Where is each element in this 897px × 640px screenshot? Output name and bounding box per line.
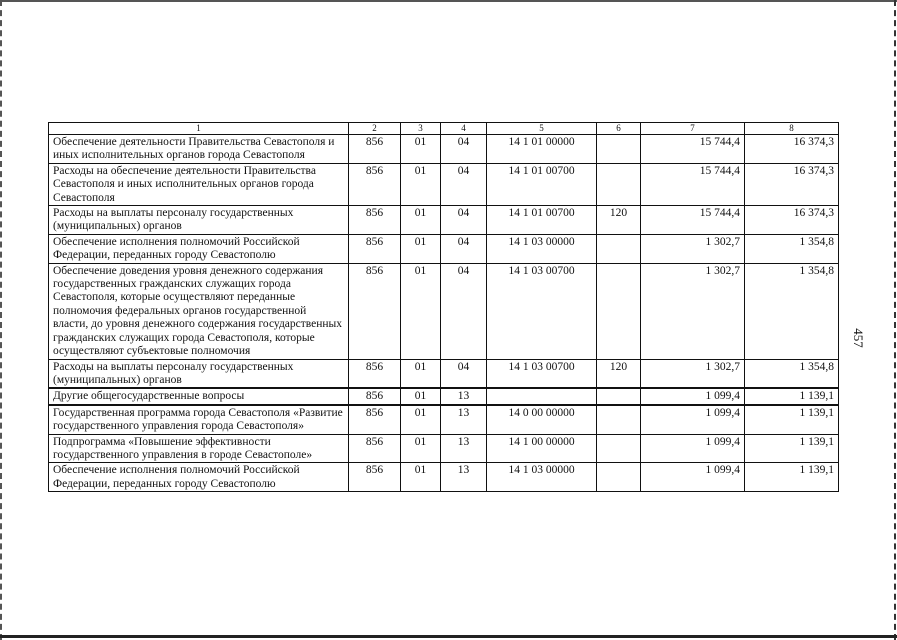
row-type: 120 (597, 206, 641, 235)
row-sum2: 16 374,3 (745, 135, 839, 164)
row-target: 14 1 01 00700 (487, 163, 597, 205)
row-sum1: 15 744,4 (641, 135, 745, 164)
row-code: 856 (349, 234, 401, 263)
table-row (49, 405, 839, 434)
row-name: Другие общегосударственные вопросы (49, 388, 349, 404)
header-row (49, 123, 839, 135)
row-sum2: 1 354,8 (745, 263, 839, 359)
row-target: 14 1 01 00700 (487, 206, 597, 235)
row-name: Обеспечение исполнения полномочий Российской Федерации, переданных городу Севастополю (49, 463, 349, 492)
row-name: Расходы на обеспечение деятельности Правительства Севастополя и иных исполнительных органов города Севастополя (49, 163, 349, 205)
row-type (597, 263, 641, 359)
row-sum2: 16 374,3 (745, 206, 839, 235)
row-type (597, 405, 641, 434)
table-row (49, 234, 839, 263)
row-sum2: 1 139,1 (745, 463, 839, 492)
row-subsection: 13 (441, 405, 487, 434)
row-type (597, 463, 641, 492)
row-section: 01 (401, 405, 441, 434)
row-sum1: 1 099,4 (641, 463, 745, 492)
table-row (49, 359, 839, 388)
col-header: 4 (441, 123, 487, 135)
row-code: 856 (349, 434, 401, 463)
row-name: Расходы на выплаты персоналу государственных (муниципальных) органов (49, 359, 349, 388)
row-sum2: 1 139,1 (745, 434, 839, 463)
row-code: 856 (349, 405, 401, 434)
row-subsection: 04 (441, 359, 487, 388)
table-row (49, 263, 839, 359)
scan-edge-right (894, 0, 896, 640)
row-code: 856 (349, 388, 401, 404)
row-sum2: 1 354,8 (745, 359, 839, 388)
col-header: 1 (49, 123, 349, 135)
row-target: 14 1 01 00000 (487, 135, 597, 164)
table-row (49, 163, 839, 205)
row-name: Обеспечение доведения уровня денежного содержания государственных гражданских служащих города Севастополя, которые осуществляют переданные полномочия федеральных органов государственной власти, до уровня денежного содержания государственных гражданских служащих города Севастополя, которые осуществляют субъектовые полномочия (49, 263, 349, 359)
row-section: 01 (401, 434, 441, 463)
row-type (597, 135, 641, 164)
col-header: 5 (487, 123, 597, 135)
table-row (49, 388, 839, 404)
table-row (49, 434, 839, 463)
table-row (49, 206, 839, 235)
row-sum1: 1 302,7 (641, 234, 745, 263)
row-section: 01 (401, 388, 441, 404)
row-subsection: 04 (441, 135, 487, 164)
row-section: 01 (401, 263, 441, 359)
row-subsection: 04 (441, 234, 487, 263)
row-section: 01 (401, 463, 441, 492)
row-sum2: 16 374,3 (745, 163, 839, 205)
budget-table (48, 122, 839, 492)
row-code: 856 (349, 206, 401, 235)
row-code: 856 (349, 163, 401, 205)
row-name: Государственная программа города Севастополя «Развитие государственного управления города Севастополя» (49, 405, 349, 434)
page-number: 457 (851, 328, 866, 348)
row-target: 14 1 03 00000 (487, 463, 597, 492)
row-code: 856 (349, 135, 401, 164)
row-section: 01 (401, 135, 441, 164)
row-section: 01 (401, 163, 441, 205)
row-name: Расходы на выплаты персоналу государственных (муниципальных) органов (49, 206, 349, 235)
row-code: 856 (349, 359, 401, 388)
row-section: 01 (401, 206, 441, 235)
row-type (597, 234, 641, 263)
row-sum2: 1 139,1 (745, 388, 839, 404)
col-header: 3 (401, 123, 441, 135)
row-sum2: 1 354,8 (745, 234, 839, 263)
row-sum1: 15 744,4 (641, 206, 745, 235)
row-type (597, 163, 641, 205)
row-sum1: 1 302,7 (641, 359, 745, 388)
row-name: Обеспечение деятельности Правительства Севастополя и иных исполнительных органов города Севастополя (49, 135, 349, 164)
row-sum2: 1 139,1 (745, 405, 839, 434)
row-type (597, 434, 641, 463)
scan-edge-left (0, 0, 2, 640)
table-row (49, 463, 839, 492)
row-subsection: 13 (441, 463, 487, 492)
row-code: 856 (349, 263, 401, 359)
row-target: 14 1 03 00700 (487, 359, 597, 388)
col-header: 2 (349, 123, 401, 135)
row-sum1: 1 099,4 (641, 405, 745, 434)
row-subsection: 04 (441, 163, 487, 205)
row-type (597, 388, 641, 404)
row-target: 14 0 00 00000 (487, 405, 597, 434)
row-sum1: 15 744,4 (641, 163, 745, 205)
col-header: 6 (597, 123, 641, 135)
row-target: 14 1 03 00000 (487, 234, 597, 263)
scan-edge-top (0, 0, 897, 2)
row-subsection: 04 (441, 206, 487, 235)
scan-edge-bottom (0, 635, 897, 638)
row-target (487, 388, 597, 404)
row-section: 01 (401, 359, 441, 388)
table-row (49, 135, 839, 164)
row-subsection: 13 (441, 434, 487, 463)
col-header: 8 (745, 123, 839, 135)
row-target: 14 1 00 00000 (487, 434, 597, 463)
row-name: Обеспечение исполнения полномочий Российской Федерации, переданных городу Севастополю (49, 234, 349, 263)
row-subsection: 13 (441, 388, 487, 404)
row-sum1: 1 302,7 (641, 263, 745, 359)
row-sum1: 1 099,4 (641, 388, 745, 404)
row-section: 01 (401, 234, 441, 263)
row-type: 120 (597, 359, 641, 388)
row-target: 14 1 03 00700 (487, 263, 597, 359)
row-code: 856 (349, 463, 401, 492)
row-sum1: 1 099,4 (641, 434, 745, 463)
row-subsection: 04 (441, 263, 487, 359)
row-name: Подпрограмма «Повышение эффективности государственного управления в городе Севастополе» (49, 434, 349, 463)
col-header: 7 (641, 123, 745, 135)
